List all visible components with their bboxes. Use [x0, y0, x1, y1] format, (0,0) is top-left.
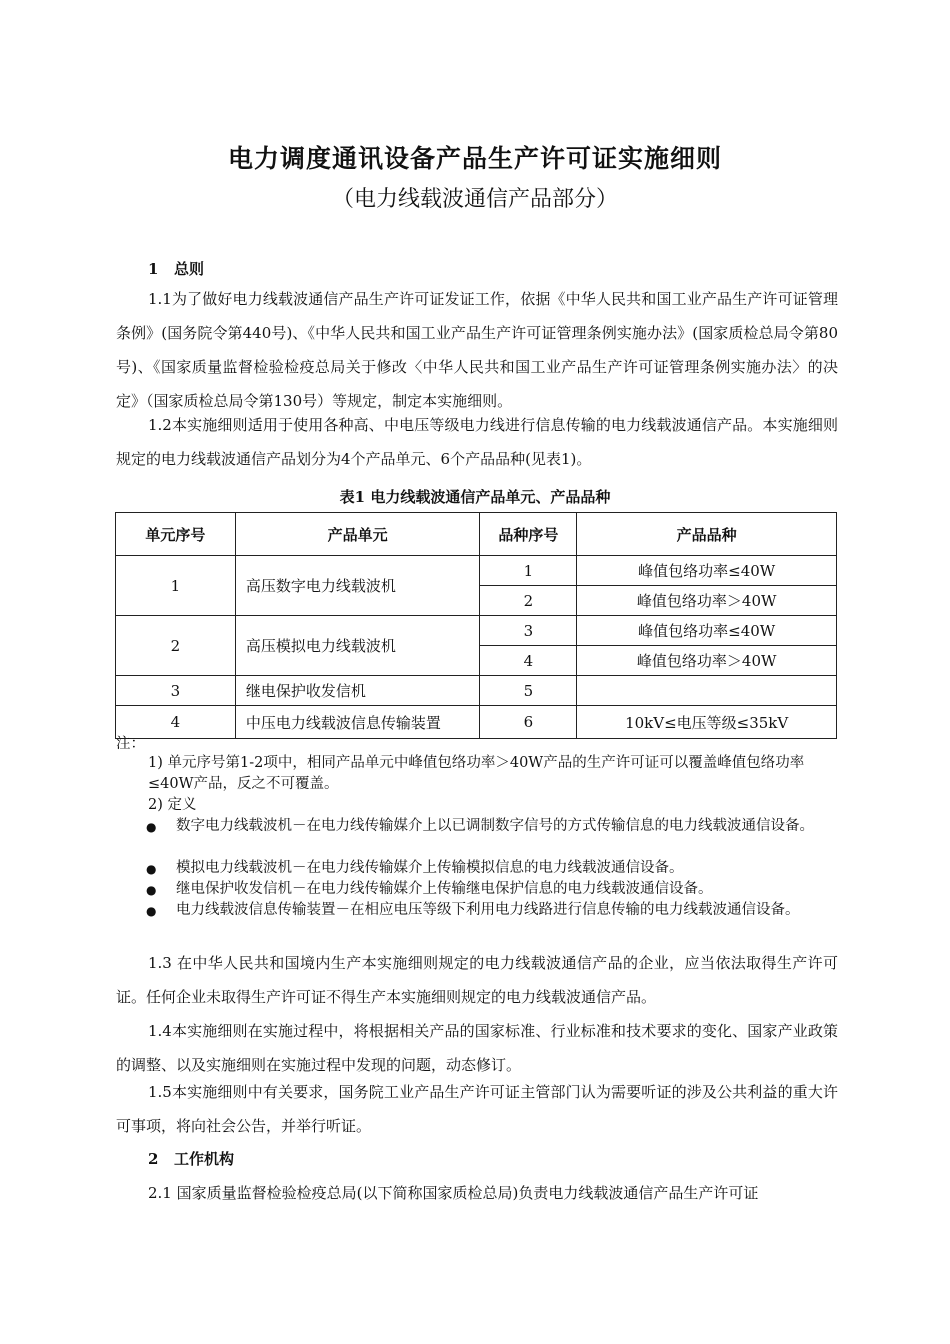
column-header: 品种序号	[480, 513, 577, 556]
section-title: 总则	[174, 260, 205, 278]
paragraph-1-2: 1.2本实施细则适用于使用各种高、中电压等级电力线进行信息传输的电力线载波通信产品。本实施细则规定的电力线载波通信产品划分为4个产品单元、6个产品品种(见表1)。	[116, 416, 838, 468]
variety-number-cell: 1	[480, 556, 577, 586]
table-row	[116, 676, 837, 706]
variety-name-cell: 峰值包络功率≤40W	[577, 556, 837, 586]
variety-number-cell: 5	[480, 676, 577, 706]
bullet-icon: ●	[146, 904, 157, 918]
variety-number-cell: 3	[480, 616, 577, 646]
variety-name-cell: 峰值包络功率≤40W	[577, 616, 837, 646]
definition-item: 模拟电力线载波机－在电力线传输媒介上传输模拟信息的电力线载波通信设备。	[176, 860, 684, 876]
paragraph-2-1: 2.1 国家质量监督检验检疫总局(以下简称国家质检总局)负责电力线载波通信产品生产许可证	[148, 1184, 759, 1202]
bullet-icon: ●	[146, 883, 157, 897]
variety-name-cell: 峰值包络功率＞40W	[577, 646, 837, 676]
product-unit-table	[115, 512, 837, 739]
section-number: 1	[148, 260, 159, 278]
variety-number-cell: 6	[480, 706, 577, 739]
unit-number-cell: 1	[116, 556, 236, 616]
paragraph-1-4: 1.4本实施细则在实施过程中，将根据相关产品的国家标准、行业标准和技术要求的变化、国家产业政策的调整、以及实施细则在实施过程中发现的问题，动态修订。	[116, 1022, 838, 1074]
unit-number-cell: 4	[116, 706, 236, 739]
column-header: 单元序号	[116, 513, 236, 556]
definition-item: 继电保护收发信机－在电力线传输媒介上传输继电保护信息的电力线载波通信设备。	[176, 881, 713, 897]
unit-name-cell: 继电保护收发信机	[235, 676, 480, 706]
variety-number-cell: 4	[480, 646, 577, 676]
unit-number-cell: 3	[116, 676, 236, 706]
table-row	[116, 616, 837, 646]
unit-name-cell: 高压模拟电力线载波机	[235, 616, 480, 676]
column-header: 产品品种	[577, 513, 837, 556]
variety-name-cell: 峰值包络功率＞40W	[577, 586, 837, 616]
paragraph-1-5: 1.5本实施细则中有关要求，国务院工业产品生产许可证主管部门认为需要听证的涉及公共利益的重大许可事项，将向社会公告，并举行听证。	[116, 1083, 838, 1135]
variety-name-cell: 10kV≤电压等级≤35kV	[577, 706, 837, 739]
section-title: 工作机构	[174, 1150, 235, 1168]
section-heading-2	[148, 1148, 234, 1169]
paragraph-1-3: 1.3 在中华人民共和国境内生产本实施细则规定的电力线载波通信产品的企业，应当依法取得生产许可证。任何企业未取得生产许可证不得生产本实施细则规定的电力线载波通信产品。	[116, 954, 838, 1006]
variety-number-cell: 2	[480, 586, 577, 616]
unit-name-cell: 中压电力线载波信息传输装置	[235, 706, 480, 739]
section-number: 2	[148, 1150, 159, 1168]
definition-item: 数字电力线载波机－在电力线传输媒介上以已调制数字信号的方式传输信息的电力线载波通信设备。	[176, 818, 814, 834]
note-item-1: 1) 单元序号第1-2项中，相同产品单元中峰值包络功率＞40W产品的生产许可证可以覆盖峰值包络功率≤40W产品，反之不可覆盖。	[148, 755, 805, 792]
note-label: 注：	[116, 736, 145, 752]
unit-name-cell: 高压数字电力线载波机	[235, 556, 480, 616]
table-header-row	[116, 513, 837, 556]
section-heading-1	[148, 258, 204, 279]
variety-name-cell	[577, 676, 837, 706]
paragraph-1-1: 1.1为了做好电力线载波通信产品生产许可证发证工作，依据《中华人民共和国工业产品生产许可证管理条例》(国务院令第440号)、《中华人民共和国工业产品生产许可证管理条例实施办法》(国家质检总局令第80号)、《国家质量监督检验检疫总局关于修改〈中华人民共和国工业产品生产许可证管理条例实施办法〉的决定》（国家质检总局令第130号）等规定，制定本实施细则。	[116, 290, 838, 410]
document-title: 电力调度通讯设备产品生产许可证实施细则	[227, 144, 722, 173]
table-caption: 表1 电力线载波通信产品单元、产品品种	[339, 488, 611, 506]
unit-number-cell: 2	[116, 616, 236, 676]
bullet-icon: ●	[146, 820, 157, 834]
table-row	[116, 556, 837, 586]
column-header: 产品单元	[235, 513, 480, 556]
note-item-2: 2) 定义	[148, 797, 197, 813]
definition-item: 电力线载波信息传输装置－在相应电压等级下利用电力线路进行信息传输的电力线载波通信设备。	[176, 902, 800, 918]
bullet-icon: ●	[146, 862, 157, 876]
document-subtitle: （电力线载波通信产品部分）	[331, 187, 618, 212]
